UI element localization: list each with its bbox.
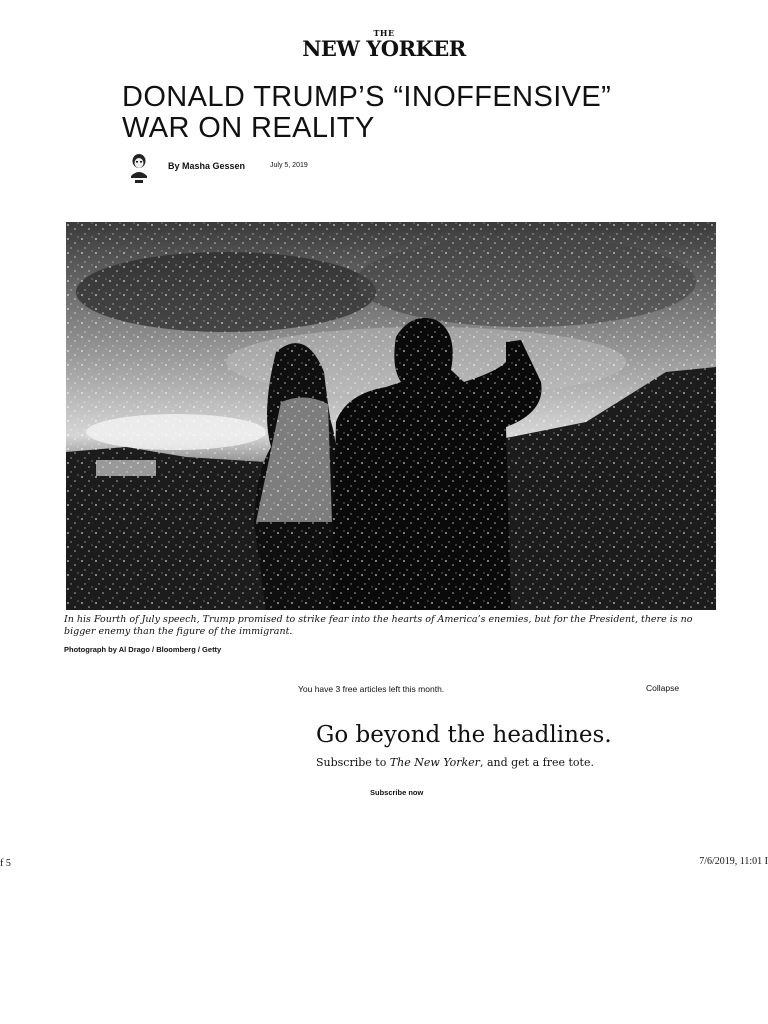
promo-sub-prefix: Subscribe to bbox=[316, 756, 390, 769]
promo-heading: Go beyond the headlines. bbox=[316, 722, 612, 748]
promo-subtext bbox=[316, 756, 594, 769]
author-avatar bbox=[128, 152, 150, 184]
subscribe-now-link[interactable]: Subscribe now bbox=[370, 788, 424, 797]
image-caption: In his Fourth of July speech, Trump promised to strike fear into the hearts of America’s enemies, but for the President, there is no bigger enemy than the figure of the immigrant. bbox=[64, 614, 693, 637]
publish-date: July 5, 2019 bbox=[270, 162, 308, 169]
headline-line-1: DONALD TRUMP’S “INOFFENSIVE” bbox=[122, 81, 612, 113]
headline-line-2: WAR ON REALITY bbox=[122, 112, 375, 144]
promo-sub-publication: The New Yorker bbox=[389, 756, 480, 769]
article-headline bbox=[122, 82, 682, 144]
author-byline[interactable]: By Masha Gessen bbox=[168, 161, 246, 171]
free-articles-notice: You have 3 free articles left this month. bbox=[298, 684, 445, 694]
masthead-the: THE bbox=[373, 28, 395, 38]
print-timestamp: 7/6/2019, 11:01 I bbox=[699, 856, 768, 867]
photo-credit: Photograph by Al Drago / Bloomberg / Getty bbox=[64, 645, 222, 654]
article-photo bbox=[66, 222, 716, 610]
promo-sub-suffix: , and get a free tote. bbox=[479, 756, 594, 769]
masthead-logo[interactable]: NEW YORKER bbox=[302, 36, 466, 61]
collapse-button[interactable]: Collapse bbox=[646, 683, 680, 693]
page-number: f 5 bbox=[0, 858, 11, 869]
